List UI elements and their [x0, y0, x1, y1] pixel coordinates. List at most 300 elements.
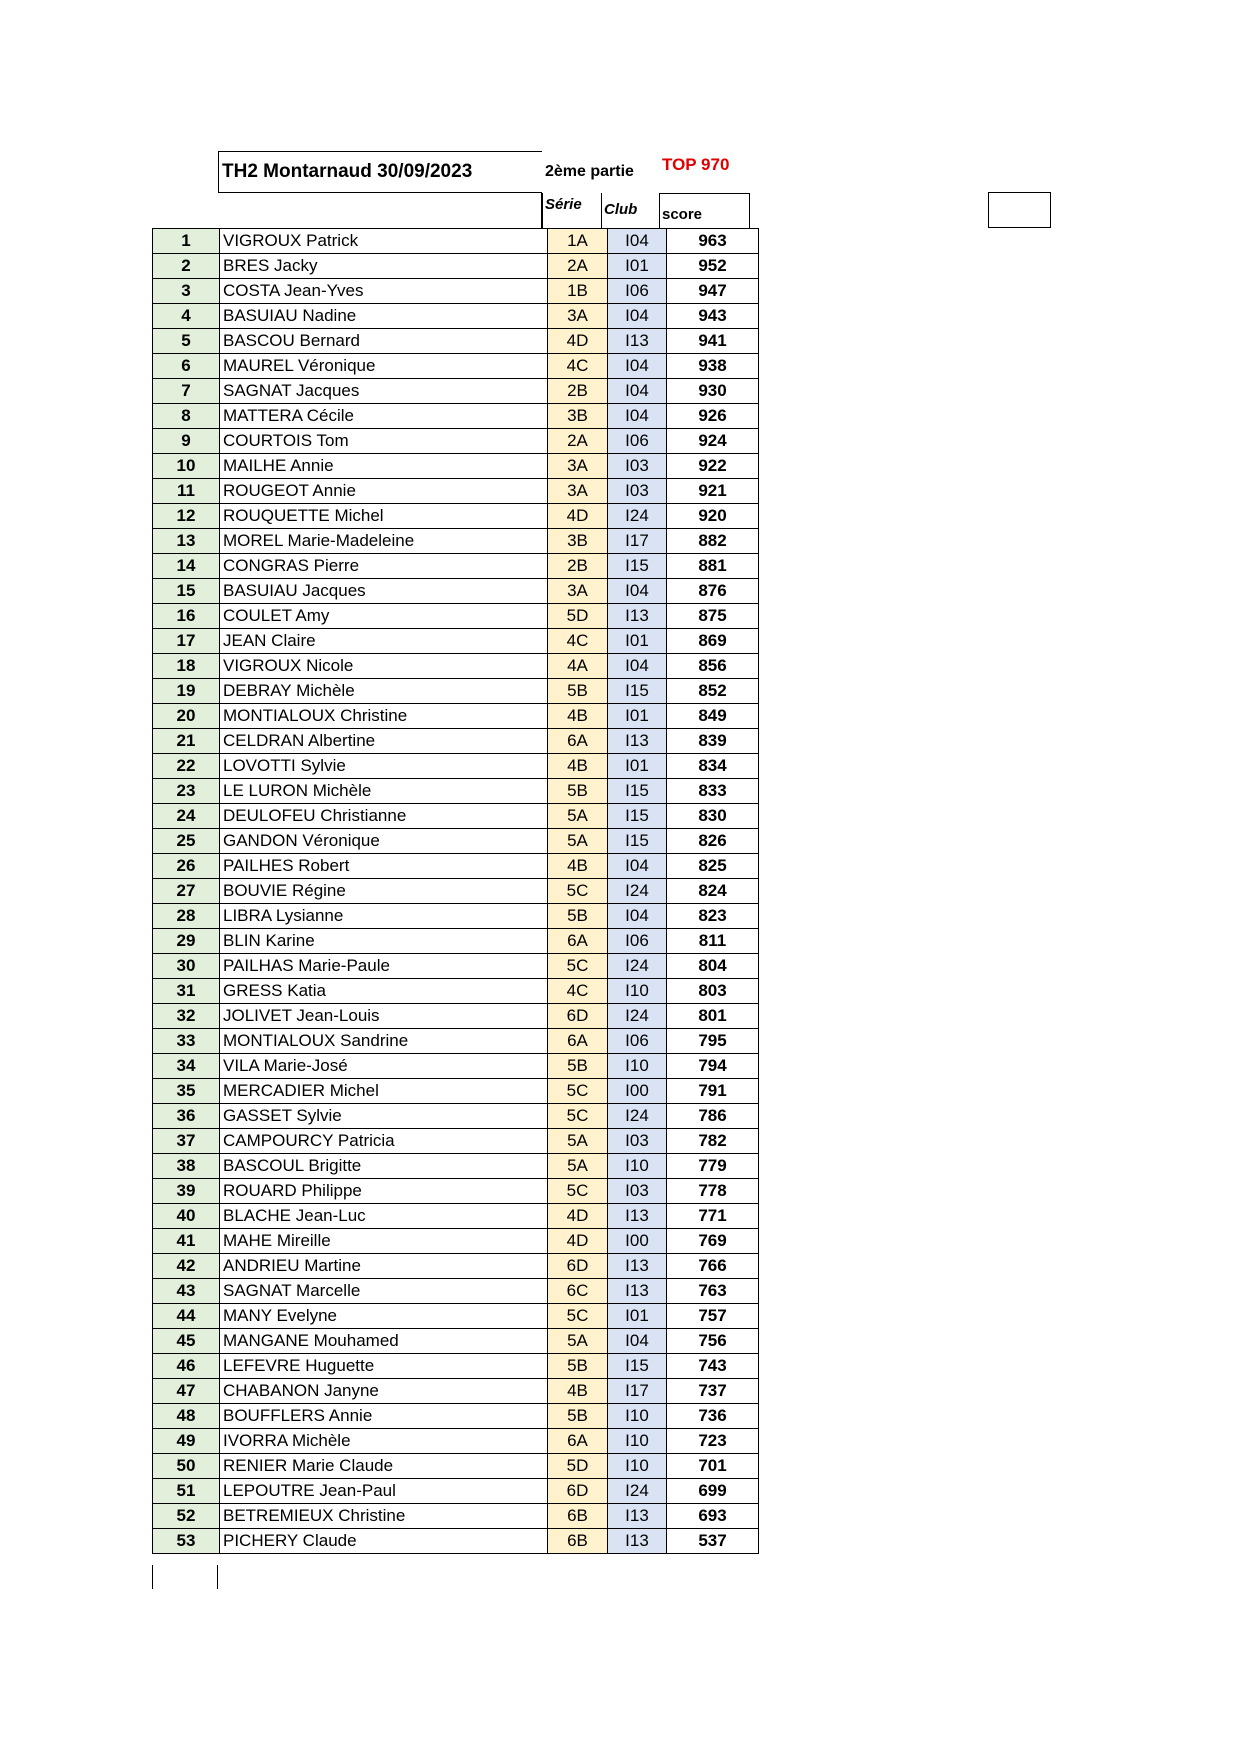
table-row — [153, 979, 759, 1004]
table-row — [153, 254, 759, 279]
score-cell: 803 — [667, 979, 759, 1004]
rank-cell: 35 — [153, 1079, 220, 1104]
club-cell: I01 — [608, 254, 667, 279]
name-cell: MAHE Mireille — [220, 1229, 548, 1254]
serie-cell: 5C — [548, 954, 608, 979]
serie-cell: 5A — [548, 804, 608, 829]
club-cell: I10 — [608, 1429, 667, 1454]
serie-cell: 1A — [548, 229, 608, 254]
score-cell: 795 — [667, 1029, 759, 1054]
rank-cell: 11 — [153, 479, 220, 504]
rank-cell: 49 — [153, 1429, 220, 1454]
score-cell: 782 — [667, 1129, 759, 1154]
score-cell: 830 — [667, 804, 759, 829]
club-cell: I04 — [608, 904, 667, 929]
table-row — [153, 954, 759, 979]
rank-cell: 14 — [153, 554, 220, 579]
rank-cell: 4 — [153, 304, 220, 329]
name-cell: PICHERY Claude — [220, 1529, 548, 1554]
score-cell: 924 — [667, 429, 759, 454]
table-row — [153, 479, 759, 504]
empty-box — [988, 192, 1051, 228]
club-cell: I03 — [608, 454, 667, 479]
rank-cell: 15 — [153, 579, 220, 604]
rank-cell: 26 — [153, 854, 220, 879]
club-cell: I10 — [608, 1154, 667, 1179]
score-cell: 839 — [667, 729, 759, 754]
name-cell: CHABANON Janyne — [220, 1379, 548, 1404]
club-cell: I06 — [608, 429, 667, 454]
serie-cell: 5B — [548, 779, 608, 804]
rank-cell: 3 — [153, 279, 220, 304]
column-header-serie: Série — [545, 196, 582, 213]
table-row — [153, 504, 759, 529]
club-cell: I10 — [608, 979, 667, 1004]
rank-cell: 36 — [153, 1104, 220, 1129]
score-cell: 826 — [667, 829, 759, 854]
club-cell: I17 — [608, 529, 667, 554]
score-cell: 876 — [667, 579, 759, 604]
club-cell: I24 — [608, 954, 667, 979]
name-cell: BASCOUL Brigitte — [220, 1154, 548, 1179]
serie-cell: 5D — [548, 1454, 608, 1479]
serie-cell: 4C — [548, 979, 608, 1004]
table-row — [153, 754, 759, 779]
serie-cell: 3B — [548, 529, 608, 554]
table-row — [153, 929, 759, 954]
table-row — [153, 1504, 759, 1529]
club-cell: I24 — [608, 1004, 667, 1029]
top-score-label: TOP 970 — [662, 155, 730, 174]
club-cell: I13 — [608, 1279, 667, 1304]
serie-cell: 4D — [548, 1229, 608, 1254]
table-row — [153, 579, 759, 604]
rank-cell: 43 — [153, 1279, 220, 1304]
serie-cell: 5C — [548, 879, 608, 904]
serie-cell: 5C — [548, 1104, 608, 1129]
serie-cell: 2A — [548, 429, 608, 454]
name-cell: COURTOIS Tom — [220, 429, 548, 454]
rank-cell: 18 — [153, 654, 220, 679]
table-row — [153, 1079, 759, 1104]
serie-cell: 6A — [548, 729, 608, 754]
rank-cell: 28 — [153, 904, 220, 929]
rank-cell: 20 — [153, 704, 220, 729]
score-cell: 849 — [667, 704, 759, 729]
rank-cell: 45 — [153, 1329, 220, 1354]
table-row — [153, 879, 759, 904]
score-cell: 941 — [667, 329, 759, 354]
rank-cell: 25 — [153, 829, 220, 854]
serie-cell: 5C — [548, 1079, 608, 1104]
serie-cell: 3A — [548, 579, 608, 604]
rank-cell: 27 — [153, 879, 220, 904]
serie-cell: 5C — [548, 1304, 608, 1329]
name-cell: LE LURON Michèle — [220, 779, 548, 804]
results-table — [152, 228, 759, 1554]
score-cell: 920 — [667, 504, 759, 529]
name-cell: ROUGEOT Annie — [220, 479, 548, 504]
serie-cell: 5C — [548, 1179, 608, 1204]
rank-cell: 47 — [153, 1379, 220, 1404]
rank-cell: 1 — [153, 229, 220, 254]
column-header-club: Club — [604, 201, 638, 218]
name-cell: MATTERA Cécile — [220, 404, 548, 429]
table-row — [153, 629, 759, 654]
table-row — [153, 404, 759, 429]
name-cell: COULET Amy — [220, 604, 548, 629]
name-cell: GRESS Katia — [220, 979, 548, 1004]
name-cell: MAILHE Annie — [220, 454, 548, 479]
partie-label: 2ème partie — [545, 163, 634, 180]
rank-cell: 24 — [153, 804, 220, 829]
score-cell: 926 — [667, 404, 759, 429]
serie-cell: 6B — [548, 1529, 608, 1554]
serie-cell: 4C — [548, 354, 608, 379]
name-cell: RENIER Marie Claude — [220, 1454, 548, 1479]
table-row — [153, 329, 759, 354]
name-cell: DEULOFEU Christianne — [220, 804, 548, 829]
serie-cell: 4D — [548, 329, 608, 354]
table-row — [153, 279, 759, 304]
score-cell: 852 — [667, 679, 759, 704]
name-cell: JEAN Claire — [220, 629, 548, 654]
club-cell: I13 — [608, 1254, 667, 1279]
name-cell: MAUREL Véronique — [220, 354, 548, 379]
table-row — [153, 1254, 759, 1279]
club-cell: I24 — [608, 1479, 667, 1504]
rank-cell: 31 — [153, 979, 220, 1004]
club-cell: I04 — [608, 854, 667, 879]
club-cell: I15 — [608, 779, 667, 804]
serie-cell: 5B — [548, 1404, 608, 1429]
club-cell: I01 — [608, 629, 667, 654]
club-cell: I04 — [608, 229, 667, 254]
name-cell: IVORRA Michèle — [220, 1429, 548, 1454]
club-cell: I04 — [608, 579, 667, 604]
serie-cell: 3A — [548, 454, 608, 479]
score-cell: 794 — [667, 1054, 759, 1079]
club-cell: I13 — [608, 729, 667, 754]
score-cell: 699 — [667, 1479, 759, 1504]
score-cell: 875 — [667, 604, 759, 629]
score-cell: 743 — [667, 1354, 759, 1379]
name-cell: CELDRAN Albertine — [220, 729, 548, 754]
serie-cell: 5B — [548, 1054, 608, 1079]
name-cell: BASUIAU Jacques — [220, 579, 548, 604]
name-cell: LEFEVRE Huguette — [220, 1354, 548, 1379]
club-cell: I01 — [608, 754, 667, 779]
score-cell: 922 — [667, 454, 759, 479]
name-cell: LOVOTTI Sylvie — [220, 754, 548, 779]
table-row — [153, 304, 759, 329]
serie-cell: 4D — [548, 1204, 608, 1229]
table-tail — [152, 1565, 218, 1589]
serie-cell: 6D — [548, 1254, 608, 1279]
name-cell: VIGROUX Nicole — [220, 654, 548, 679]
serie-cell: 4A — [548, 654, 608, 679]
results-table-body — [153, 229, 759, 1554]
club-cell: I06 — [608, 279, 667, 304]
name-cell: CAMPOURCY Patricia — [220, 1129, 548, 1154]
score-cell: 723 — [667, 1429, 759, 1454]
serie-cell: 6A — [548, 929, 608, 954]
name-cell: LEPOUTRE Jean-Paul — [220, 1479, 548, 1504]
table-row — [153, 554, 759, 579]
score-cell: 769 — [667, 1229, 759, 1254]
rank-cell: 39 — [153, 1179, 220, 1204]
club-cell: I13 — [608, 329, 667, 354]
serie-cell: 6A — [548, 1429, 608, 1454]
header-name-spacer — [218, 193, 542, 228]
score-cell: 786 — [667, 1104, 759, 1129]
column-header-score: score — [662, 206, 703, 223]
serie-cell: 5A — [548, 829, 608, 854]
rank-cell: 32 — [153, 1004, 220, 1029]
score-cell: 947 — [667, 279, 759, 304]
serie-cell: 6B — [548, 1504, 608, 1529]
serie-cell: 6A — [548, 1029, 608, 1054]
serie-cell: 6D — [548, 1004, 608, 1029]
club-cell: I13 — [608, 1504, 667, 1529]
serie-cell: 4D — [548, 504, 608, 529]
score-cell: 693 — [667, 1504, 759, 1529]
table-row — [153, 1354, 759, 1379]
serie-cell: 4B — [548, 704, 608, 729]
serie-cell: 4B — [548, 1379, 608, 1404]
table-row — [153, 1204, 759, 1229]
name-cell: COSTA Jean-Yves — [220, 279, 548, 304]
rank-cell: 42 — [153, 1254, 220, 1279]
name-cell: MONTIALOUX Christine — [220, 704, 548, 729]
table-row — [153, 829, 759, 854]
club-cell: I04 — [608, 304, 667, 329]
table-row — [153, 1004, 759, 1029]
serie-cell: 5A — [548, 1154, 608, 1179]
club-cell: I24 — [608, 504, 667, 529]
rank-cell: 33 — [153, 1029, 220, 1054]
name-cell: BLACHE Jean-Luc — [220, 1204, 548, 1229]
rank-cell: 37 — [153, 1129, 220, 1154]
score-cell: 701 — [667, 1454, 759, 1479]
rank-cell: 7 — [153, 379, 220, 404]
rank-cell: 2 — [153, 254, 220, 279]
table-row — [153, 779, 759, 804]
name-cell: PAILHAS Marie-Paule — [220, 954, 548, 979]
club-cell: I10 — [608, 1404, 667, 1429]
name-cell: BASCOU Bernard — [220, 329, 548, 354]
name-cell: VILA Marie-José — [220, 1054, 548, 1079]
rank-cell: 8 — [153, 404, 220, 429]
name-cell: MERCADIER Michel — [220, 1079, 548, 1104]
rank-cell: 44 — [153, 1304, 220, 1329]
serie-cell: 3A — [548, 304, 608, 329]
table-row — [153, 1129, 759, 1154]
score-cell: 779 — [667, 1154, 759, 1179]
score-cell: 881 — [667, 554, 759, 579]
club-cell: I00 — [608, 1079, 667, 1104]
score-cell: 757 — [667, 1304, 759, 1329]
score-cell: 882 — [667, 529, 759, 554]
rank-cell: 34 — [153, 1054, 220, 1079]
table-row — [153, 1529, 759, 1554]
club-cell: I15 — [608, 829, 667, 854]
table-row — [153, 229, 759, 254]
club-cell: I15 — [608, 1354, 667, 1379]
name-cell: MANY Evelyne — [220, 1304, 548, 1329]
name-cell: BETREMIEUX Christine — [220, 1504, 548, 1529]
score-cell: 736 — [667, 1404, 759, 1429]
table-row — [153, 1429, 759, 1454]
rank-cell: 16 — [153, 604, 220, 629]
name-cell: MOREL Marie-Madeleine — [220, 529, 548, 554]
club-cell: I10 — [608, 1054, 667, 1079]
name-cell: BLIN Karine — [220, 929, 548, 954]
serie-cell: 5A — [548, 1129, 608, 1154]
rank-cell: 5 — [153, 329, 220, 354]
name-cell: MANGANE Mouhamed — [220, 1329, 548, 1354]
score-cell: 943 — [667, 304, 759, 329]
table-row — [153, 679, 759, 704]
club-cell: I24 — [608, 1104, 667, 1129]
table-row — [153, 704, 759, 729]
club-cell: I24 — [608, 879, 667, 904]
table-row — [153, 1304, 759, 1329]
rank-cell: 29 — [153, 929, 220, 954]
table-row — [153, 1104, 759, 1129]
rank-cell: 22 — [153, 754, 220, 779]
table-row — [153, 529, 759, 554]
score-cell: 804 — [667, 954, 759, 979]
score-cell: 930 — [667, 379, 759, 404]
page-title: TH2 Montarnaud 30/09/2023 — [222, 161, 473, 182]
club-cell: I06 — [608, 929, 667, 954]
rank-cell: 38 — [153, 1154, 220, 1179]
club-cell: I13 — [608, 604, 667, 629]
rank-cell: 13 — [153, 529, 220, 554]
serie-cell: 3A — [548, 479, 608, 504]
rank-cell: 19 — [153, 679, 220, 704]
table-row — [153, 1379, 759, 1404]
rank-cell: 52 — [153, 1504, 220, 1529]
club-cell: I13 — [608, 1529, 667, 1554]
table-row — [153, 729, 759, 754]
club-cell: I15 — [608, 804, 667, 829]
name-cell: ROUQUETTE Michel — [220, 504, 548, 529]
rank-cell: 9 — [153, 429, 220, 454]
club-cell: I00 — [608, 1229, 667, 1254]
rank-cell: 51 — [153, 1479, 220, 1504]
score-cell: 791 — [667, 1079, 759, 1104]
table-row — [153, 1329, 759, 1354]
serie-cell: 6D — [548, 1479, 608, 1504]
score-cell: 771 — [667, 1204, 759, 1229]
club-cell: I03 — [608, 1179, 667, 1204]
club-cell: I03 — [608, 1129, 667, 1154]
rank-cell: 48 — [153, 1404, 220, 1429]
score-cell: 963 — [667, 229, 759, 254]
table-row — [153, 1454, 759, 1479]
table-row — [153, 604, 759, 629]
table-row — [153, 379, 759, 404]
serie-cell: 4C — [548, 629, 608, 654]
serie-cell: 1B — [548, 279, 608, 304]
club-cell: I13 — [608, 1204, 667, 1229]
name-cell: VIGROUX Patrick — [220, 229, 548, 254]
table-row — [153, 804, 759, 829]
score-cell: 823 — [667, 904, 759, 929]
rank-cell: 41 — [153, 1229, 220, 1254]
club-cell: I06 — [608, 1029, 667, 1054]
serie-cell: 5B — [548, 1354, 608, 1379]
club-cell: I04 — [608, 1329, 667, 1354]
rank-cell: 10 — [153, 454, 220, 479]
rank-cell: 46 — [153, 1354, 220, 1379]
rank-cell: 50 — [153, 1454, 220, 1479]
rank-cell: 30 — [153, 954, 220, 979]
table-row — [153, 1054, 759, 1079]
table-row — [153, 1279, 759, 1304]
serie-cell: 5D — [548, 604, 608, 629]
club-cell: I01 — [608, 704, 667, 729]
club-cell: I04 — [608, 379, 667, 404]
table-row — [153, 904, 759, 929]
table-row — [153, 454, 759, 479]
name-cell: ANDRIEU Martine — [220, 1254, 548, 1279]
score-cell: 766 — [667, 1254, 759, 1279]
club-cell: I15 — [608, 554, 667, 579]
name-cell: BOUVIE Régine — [220, 879, 548, 904]
rank-cell: 17 — [153, 629, 220, 654]
table-row — [153, 1179, 759, 1204]
table-row — [153, 654, 759, 679]
rank-cell: 21 — [153, 729, 220, 754]
club-cell: I04 — [608, 404, 667, 429]
name-cell: ROUARD Philippe — [220, 1179, 548, 1204]
club-cell: I17 — [608, 1379, 667, 1404]
serie-cell: 2B — [548, 554, 608, 579]
score-cell: 856 — [667, 654, 759, 679]
score-cell: 811 — [667, 929, 759, 954]
serie-cell: 6C — [548, 1279, 608, 1304]
name-cell: SAGNAT Jacques — [220, 379, 548, 404]
table-row — [153, 354, 759, 379]
name-cell: DEBRAY Michèle — [220, 679, 548, 704]
name-cell: SAGNAT Marcelle — [220, 1279, 548, 1304]
serie-cell: 2B — [548, 379, 608, 404]
name-cell: BOUFFLERS Annie — [220, 1404, 548, 1429]
serie-cell: 5B — [548, 904, 608, 929]
name-cell: BASUIAU Nadine — [220, 304, 548, 329]
score-cell: 756 — [667, 1329, 759, 1354]
table-row — [153, 429, 759, 454]
score-cell: 952 — [667, 254, 759, 279]
club-cell: I03 — [608, 479, 667, 504]
rank-cell: 12 — [153, 504, 220, 529]
name-cell: BRES Jacky — [220, 254, 548, 279]
club-cell: I10 — [608, 1454, 667, 1479]
table-row — [153, 1154, 759, 1179]
score-cell: 737 — [667, 1379, 759, 1404]
rank-cell: 53 — [153, 1529, 220, 1554]
score-cell: 834 — [667, 754, 759, 779]
club-cell: I15 — [608, 679, 667, 704]
serie-cell: 2A — [548, 254, 608, 279]
score-cell: 938 — [667, 354, 759, 379]
serie-cell: 4B — [548, 854, 608, 879]
rank-cell: 40 — [153, 1204, 220, 1229]
name-cell: MONTIALOUX Sandrine — [220, 1029, 548, 1054]
